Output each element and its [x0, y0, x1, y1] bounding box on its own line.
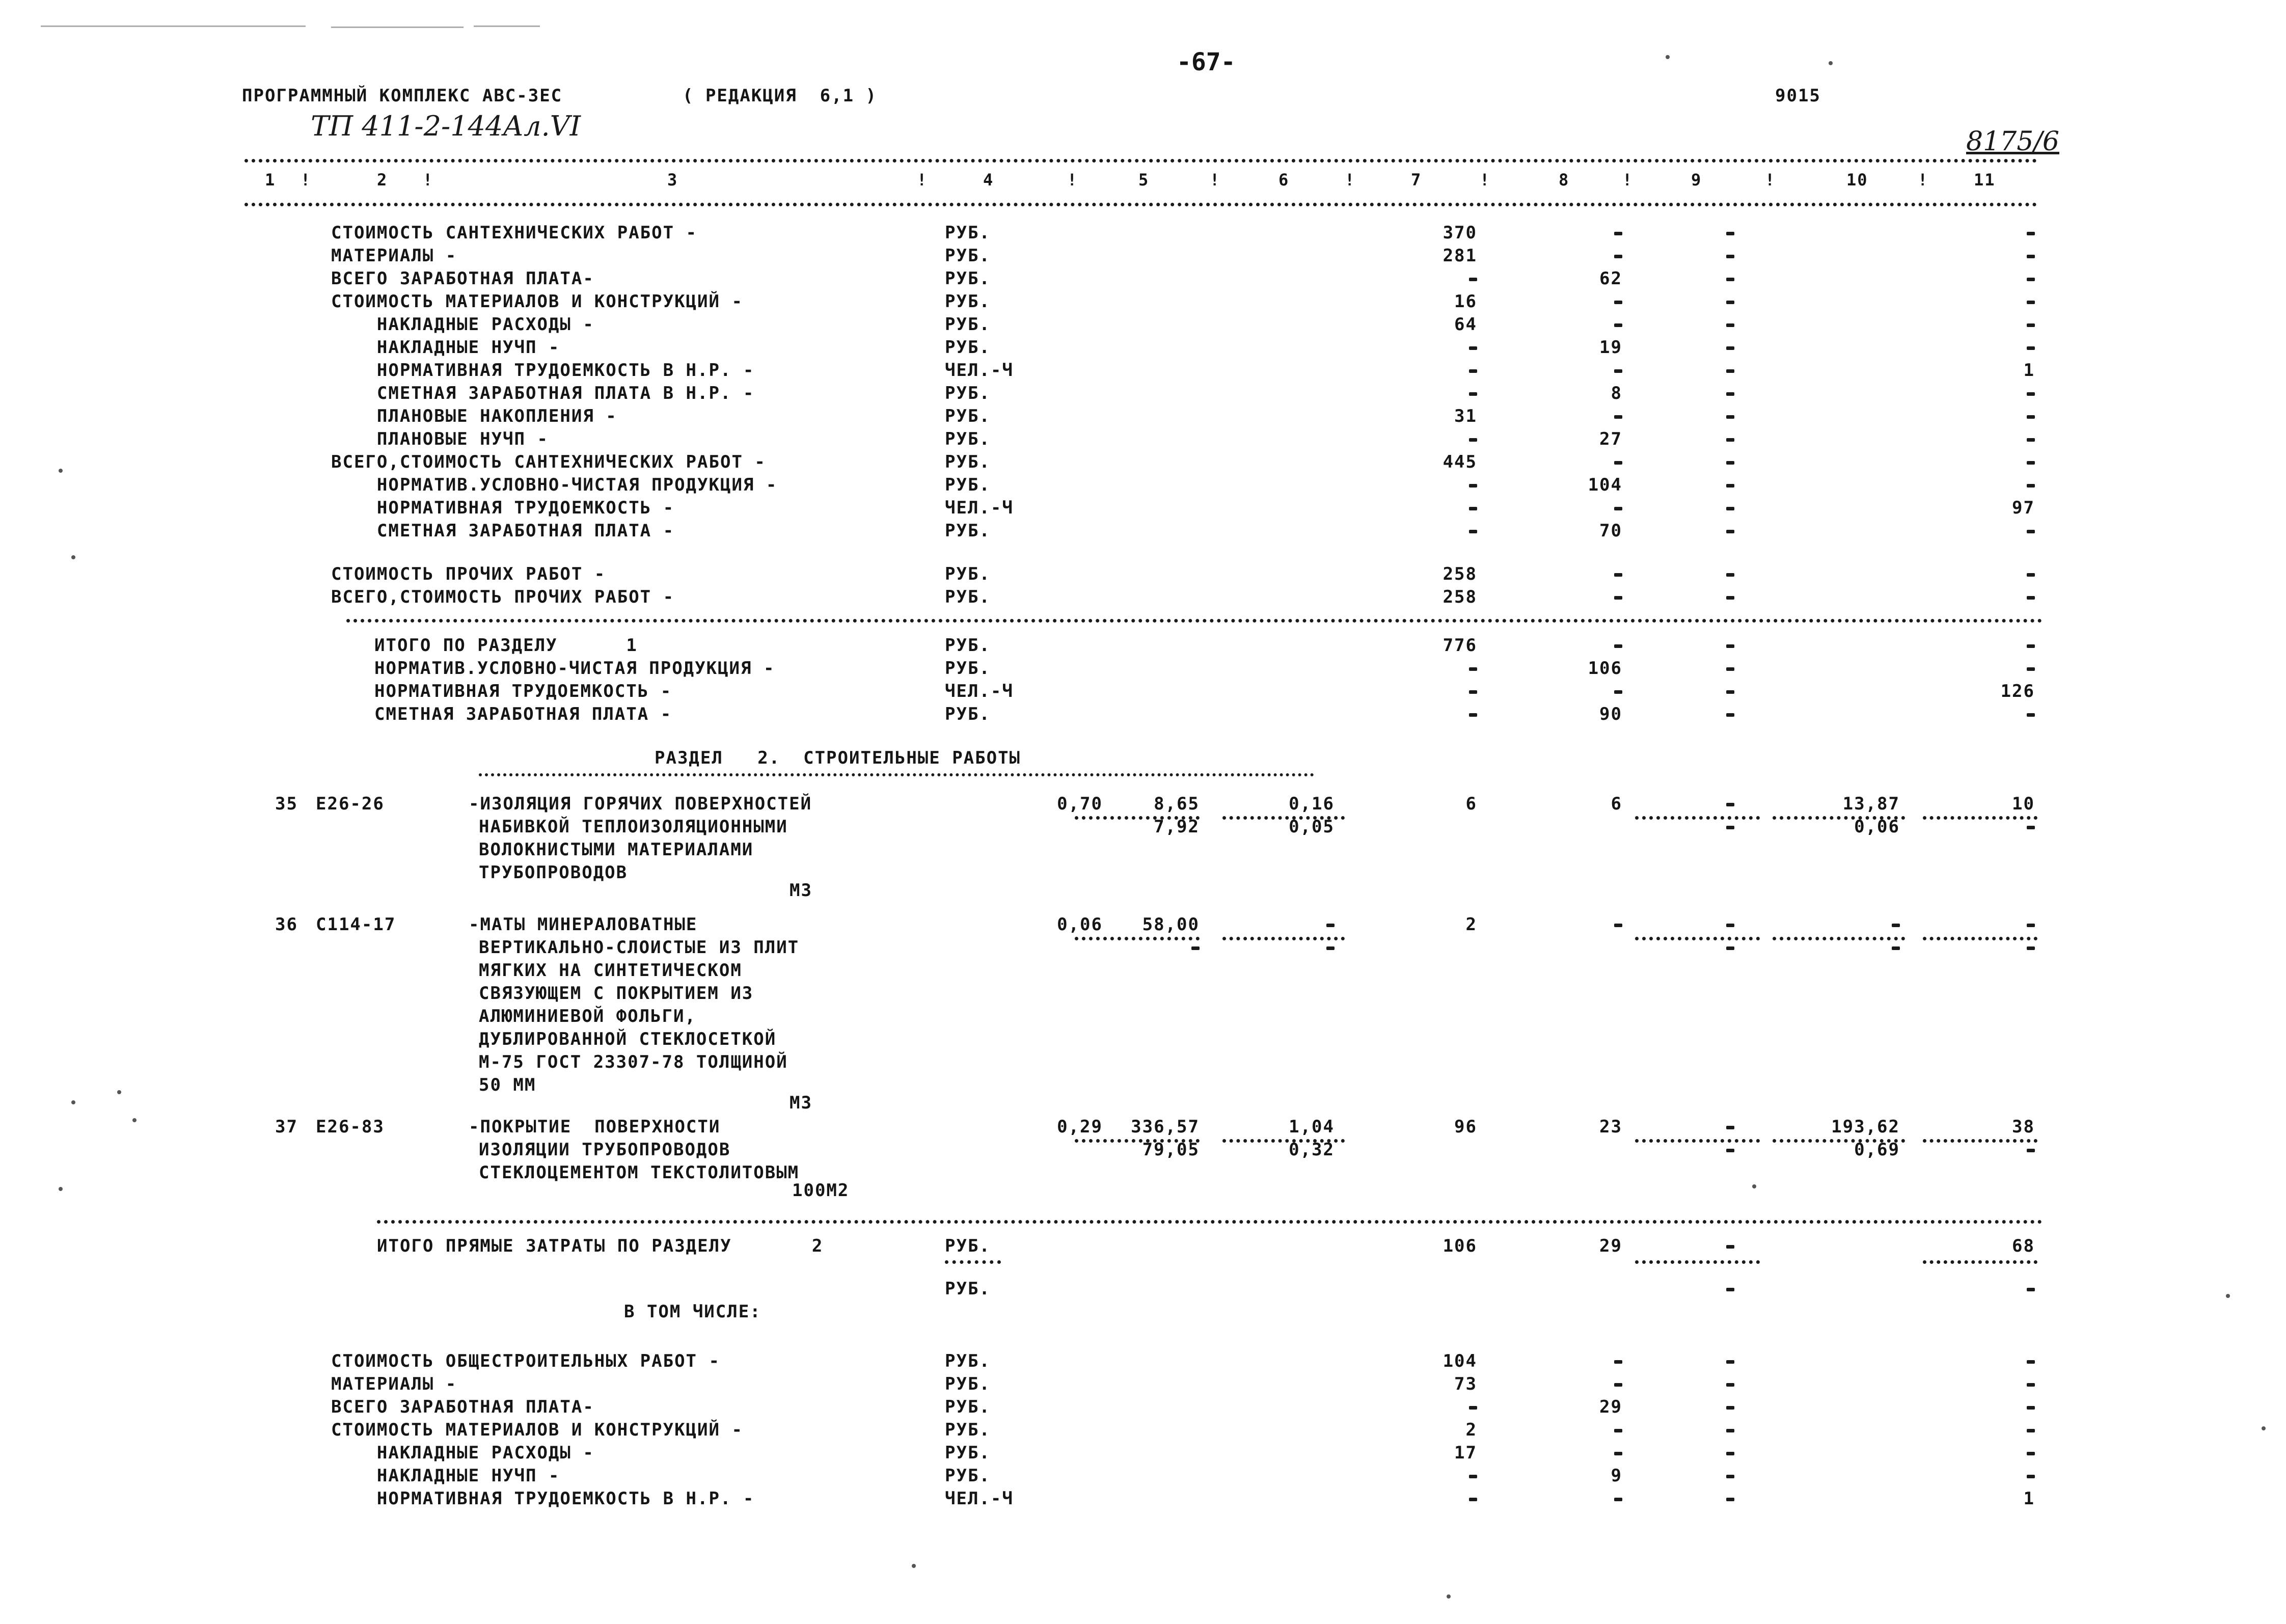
column-separator: ! — [1345, 170, 1356, 190]
sect2-row-col7: 2 — [1465, 1420, 1477, 1440]
sect1-total-row-name: СМЕТНАЯ ЗАРАБОТНАЯ ПЛАТА - — [374, 704, 672, 724]
item-col10: 13,87 — [1842, 794, 1900, 814]
sect1-row-col8: 62 — [1599, 268, 1622, 289]
sect1-row-unit: РУБ. — [945, 291, 991, 312]
sect1-row-unit: РУБ. — [945, 314, 991, 335]
item-description-line: СВЯЗУЮЩЕМ С ПОКРЫТИЕМ ИЗ — [479, 983, 754, 1004]
sect1-row-name: СМЕТНАЯ ЗАРАБОТНАЯ ПЛАТА - — [331, 521, 675, 541]
scan-speck — [132, 1118, 137, 1122]
item-unit-price-sub: 79,05 — [1142, 1140, 1200, 1160]
project-handwritten: ТП 411-2-144Ал.VI — [311, 110, 581, 142]
item-description-line: АЛЮМИНИЕВОЙ ФОЛЬГИ, — [479, 1006, 696, 1026]
scan-speck — [2226, 1294, 2230, 1298]
sect1-row-col8: 19 — [1599, 337, 1622, 358]
sect2-row-col8: 29 — [1599, 1397, 1622, 1417]
sect1-total-row-name: НОРМАТИВ.УСЛОВНО-ЧИСТАЯ ПРОДУКЦИЯ - — [374, 658, 775, 679]
sect1-row-unit: РУБ. — [945, 268, 991, 289]
sect1-row-name: СТОИМОСТЬ МАТЕРИАЛОВ И КОНСТРУКЦИЙ - — [331, 291, 743, 312]
sect1-row-unit: РУБ. — [945, 406, 991, 426]
item-unit: М3 — [790, 880, 812, 901]
sect1-row-col8: 70 — [1599, 521, 1622, 541]
direct-costs-subrule — [1923, 1260, 2037, 1264]
item-number: 36 — [275, 914, 298, 935]
direct-costs-name: ИТОГО ПРЯМЫЕ ЗАТРАТЫ ПО РАЗДЕЛУ 2 — [377, 1236, 824, 1256]
section2-title-underline — [479, 773, 1314, 776]
item-total-subrule — [1635, 937, 1760, 940]
sect2-row-name: СТОИМОСТЬ МАТЕРИАЛОВ И КОНСТРУКЦИЙ - — [331, 1420, 743, 1440]
direct-costs-col11: 68 — [2012, 1236, 2035, 1256]
sect1-row-name: НОРМАТИВНАЯ ТРУДОЕМКОСТЬ - — [331, 498, 675, 518]
item-number: 37 — [275, 1117, 298, 1137]
sect1-total-row-unit: РУБ. — [945, 635, 991, 656]
item-description-line: М-75 ГОСТ 23307-78 ТОЛЩИНОЙ — [479, 1052, 788, 1072]
sect1-other-row-unit: РУБ. — [945, 587, 991, 607]
direct-costs-unit-rule — [945, 1260, 1001, 1264]
sect2-row-name: НАКЛАДНЫЕ РАСХОДЫ - — [331, 1443, 594, 1463]
sect1-row-col7: 281 — [1443, 246, 1477, 266]
item-number: 35 — [275, 794, 298, 814]
item-total-subrule — [1773, 937, 1905, 940]
item-description-line: -МАТЫ МИНЕРАЛОВАТНЫЕ — [469, 914, 698, 935]
sect1-row-unit: РУБ. — [945, 246, 991, 266]
including-label: В ТОМ ЧИСЛЕ: — [624, 1302, 761, 1322]
sect2-row-unit: РУБ. — [945, 1443, 991, 1463]
item-total-cost: 6 — [1465, 794, 1477, 814]
sect1-row-unit: РУБ. — [945, 521, 991, 541]
sect1-other-row-col7: 258 — [1443, 587, 1477, 607]
sect1-other-row-unit: РУБ. — [945, 564, 991, 584]
sect1-total-row-unit: РУБ. — [945, 658, 991, 679]
column-separator: ! — [1067, 170, 1078, 190]
column-header-11: 11 — [1974, 170, 1996, 190]
sect1-other-row-name: СТОИМОСТЬ ПРОЧИХ РАБОТ - — [331, 564, 606, 584]
item-total-subrule — [1923, 1139, 2037, 1143]
item-description-line: -ПОКРЫТИЕ ПОВЕРХНОСТИ — [469, 1117, 721, 1137]
totals-rule — [346, 619, 2043, 622]
item-description-line: СТЕКЛОЦЕМЕНТОМ ТЕКСТОЛИТОВЫМ — [479, 1162, 800, 1183]
item-quantity: 0,70 — [1057, 794, 1103, 814]
sect1-row-name: ПЛАНОВЫЕ НУЧП - — [331, 429, 549, 449]
sect1-row-unit: РУБ. — [945, 223, 991, 243]
column-separator: ! — [423, 170, 434, 190]
direct-costs-unit-sub: РУБ. — [945, 1279, 991, 1299]
sect2-row-name: НАКЛАДНЫЕ НУЧП - — [331, 1466, 560, 1486]
item-col10-sub: 0,06 — [1854, 817, 1900, 837]
header-rule-bottom — [244, 203, 2037, 206]
sect1-row-unit: РУБ. — [945, 337, 991, 358]
sect1-row-name: НОРМАТИВНАЯ ТРУДОЕМКОСТЬ В Н.Р. - — [331, 360, 755, 381]
sect1-row-unit: РУБ. — [945, 475, 991, 495]
sect1-row-col8: 104 — [1588, 475, 1622, 495]
item-col11: 38 — [2012, 1117, 2035, 1137]
item-unit: М3 — [790, 1093, 812, 1113]
column-separator: ! — [1622, 170, 1634, 190]
column-header-2: 2 — [377, 170, 388, 190]
column-header-10: 10 — [1846, 170, 1868, 190]
sect2-row-unit: РУБ. — [945, 1351, 991, 1371]
item-total-subrule — [1923, 937, 2037, 940]
sect2-row-unit: РУБ. — [945, 1466, 991, 1486]
sect1-row-name: СТОИМОСТЬ САНТЕХНИЧЕСКИХ РАБОТ - — [331, 223, 698, 243]
scan-speck — [71, 555, 75, 559]
sect2-row-col7: 73 — [1454, 1374, 1477, 1394]
column-header-6: 6 — [1278, 170, 1290, 190]
item-description-line: ВОЛОКНИСТЫМИ МАТЕРИАЛАМИ — [479, 840, 754, 860]
scan-speck — [2262, 1426, 2266, 1430]
item-code: С114-17 — [316, 914, 396, 935]
column-header-3: 3 — [667, 170, 678, 190]
item-description-line: ДУБЛИРОВАННОЙ СТЕКЛОСЕТКОЙ — [479, 1029, 777, 1049]
direct-costs-col7: 106 — [1443, 1236, 1477, 1256]
sect2-row-col8: 9 — [1611, 1466, 1622, 1486]
document-code: 9015 — [1775, 86, 1821, 106]
column-header-8: 8 — [1559, 170, 1570, 190]
column-header-5: 5 — [1138, 170, 1150, 190]
item-code: Е26-26 — [316, 794, 385, 814]
item-description-line: НАБИВКОЙ ТЕПЛОИЗОЛЯЦИОННЫМИ — [479, 817, 788, 837]
item-wage-unit-sub: 0,05 — [1289, 817, 1335, 837]
sect1-total-row-unit: ЧЕЛ.-Ч — [945, 681, 1014, 701]
direct-costs-unit: РУБ. — [945, 1236, 991, 1256]
item-description-line: 50 ММ — [479, 1075, 536, 1095]
column-separator: ! — [1765, 170, 1776, 190]
item-col10: 193,62 — [1831, 1117, 1900, 1137]
column-separator: ! — [917, 170, 928, 190]
sect2-row-unit: ЧЕЛ.-Ч — [945, 1488, 1014, 1509]
column-separator: ! — [1210, 170, 1221, 190]
scan-speck — [117, 1090, 121, 1094]
scan-speck — [59, 1187, 63, 1191]
sect1-row-unit: РУБ. — [945, 452, 991, 472]
sect1-total-row-name: ИТОГО ПО РАЗДЕЛУ 1 — [374, 635, 638, 656]
sect1-row-col7: 64 — [1454, 314, 1477, 335]
item-description-line: ИЗОЛЯЦИИ ТРУБОПРОВОДОВ — [479, 1140, 731, 1160]
program-title: ПРОГРАММНЫЙ КОМПЛЕКС АВС-3ЕС — [242, 86, 563, 106]
scan-speck — [1829, 61, 1833, 65]
column-separator: ! — [1918, 170, 1929, 190]
sect1-total-row-unit: РУБ. — [945, 704, 991, 724]
scan-speck — [912, 1564, 916, 1568]
sect1-row-name: НОРМАТИВ.УСЛОВНО-ЧИСТАЯ ПРОДУКЦИЯ - — [331, 475, 778, 495]
sect1-row-col8: 27 — [1599, 429, 1622, 449]
sect1-row-col11: 1 — [2023, 360, 2035, 381]
scan-speck — [71, 1100, 75, 1104]
item-total-subrule — [1923, 816, 2037, 820]
sect1-row-unit: РУБ. — [945, 383, 991, 403]
item-wage-unit-sub: 0,32 — [1289, 1140, 1335, 1160]
sect1-row-name: СМЕТНАЯ ЗАРАБОТНАЯ ПЛАТА В Н.Р. - — [331, 383, 755, 403]
column-header-7: 7 — [1411, 170, 1422, 190]
sect1-total-row-col7: 776 — [1443, 635, 1477, 656]
scan-speck — [1666, 55, 1670, 59]
column-header-4: 4 — [983, 170, 994, 190]
scan-line — [474, 25, 540, 27]
direct-costs-rule — [377, 1220, 2043, 1224]
item-total-wage: 23 — [1599, 1117, 1622, 1137]
item-total-subrule — [1635, 816, 1760, 820]
sect1-total-row-col8: 106 — [1588, 658, 1622, 679]
scan-speck — [59, 469, 63, 473]
sect1-row-col11: 97 — [2012, 498, 2035, 518]
sect1-row-col7: 31 — [1454, 406, 1477, 426]
item-unit-price: 58,00 — [1142, 914, 1200, 935]
item-description-line: ТРУБОПРОВОДОВ — [479, 862, 628, 883]
column-header-1: 1 — [265, 170, 276, 190]
item-wage-unit: 0,16 — [1289, 794, 1335, 814]
scan-line — [331, 26, 464, 28]
sect1-row-name: ВСЕГО ЗАРАБОТНАЯ ПЛАТА- — [331, 268, 594, 289]
item-unit: 100М2 — [792, 1180, 850, 1201]
item-total-cost: 2 — [1465, 914, 1477, 935]
item-quantity: 0,29 — [1057, 1117, 1103, 1137]
item-quantity: 0,06 — [1057, 914, 1103, 935]
sect2-row-unit: РУБ. — [945, 1397, 991, 1417]
header-rule-top — [244, 159, 2037, 163]
sect1-total-row-name: НОРМАТИВНАЯ ТРУДОЕМКОСТЬ - — [374, 681, 672, 701]
item-description-line: -ИЗОЛЯЦИЯ ГОРЯЧИХ ПОВЕРХНОСТЕЙ — [469, 794, 812, 814]
sect1-row-name: ПЛАНОВЫЕ НАКОПЛЕНИЯ - — [331, 406, 617, 426]
item-description-line: МЯГКИХ НА СИНТЕТИЧЕСКОМ — [479, 960, 742, 981]
sect1-row-unit: ЧЕЛ.-Ч — [945, 360, 1014, 381]
sect1-row-name: НАКЛАДНЫЕ НУЧП - — [331, 337, 560, 358]
sect1-row-col7: 16 — [1454, 291, 1477, 312]
direct-costs-subrule — [1635, 1260, 1760, 1264]
sect2-row-name: МАТЕРИАЛЫ - — [331, 1374, 457, 1394]
sect2-row-name: СТОИМОСТЬ ОБЩЕСТРОИТЕЛЬНЫХ РАБОТ - — [331, 1351, 720, 1371]
column-separator: ! — [301, 170, 312, 190]
sect1-other-row-col7: 258 — [1443, 564, 1477, 584]
item-unit-price-sub: 7,92 — [1154, 817, 1200, 837]
item-unit-price: 8,65 — [1154, 794, 1200, 814]
item-total-wage: 6 — [1611, 794, 1622, 814]
scan-speck — [1447, 1594, 1451, 1599]
sheet-handwritten: 8175/6 — [1966, 126, 2059, 157]
sect1-row-name: ВСЕГО,СТОИМОСТЬ САНТЕХНИЧЕСКИХ РАБОТ - — [331, 452, 766, 472]
item-col11: 10 — [2012, 794, 2035, 814]
scan-speck — [1752, 1184, 1756, 1188]
sect1-row-name: НАКЛАДНЫЕ РАСХОДЫ - — [331, 314, 594, 335]
sect1-total-row-col8: 90 — [1599, 704, 1622, 724]
item-wage-unit: 1,04 — [1289, 1117, 1335, 1137]
program-edition: ( РЕДАКЦИЯ 6,1 ) — [683, 86, 877, 106]
sect2-row-col7: 104 — [1443, 1351, 1477, 1371]
item-description-line: ВЕРТИКАЛЬНО-СЛОИСТЫЕ ИЗ ПЛИТ — [479, 937, 800, 958]
sect2-row-unit: РУБ. — [945, 1374, 991, 1394]
sect1-other-row-name: ВСЕГО,СТОИМОСТЬ ПРОЧИХ РАБОТ - — [331, 587, 675, 607]
column-header-9: 9 — [1691, 170, 1702, 190]
item-code: Е26-83 — [316, 1117, 385, 1137]
scan-line — [41, 25, 306, 27]
section2-title: РАЗДЕЛ 2. СТРОИТЕЛЬНЫЕ РАБОТЫ — [655, 748, 1021, 768]
direct-costs-col8: 29 — [1599, 1236, 1622, 1256]
sect1-row-unit: РУБ. — [945, 429, 991, 449]
sect1-row-unit: ЧЕЛ.-Ч — [945, 498, 1014, 518]
page-number: -67- — [1177, 48, 1236, 76]
sect2-row-col11: 1 — [2023, 1488, 2035, 1509]
column-separator: ! — [1480, 170, 1491, 190]
sect1-row-col7: 370 — [1443, 223, 1477, 243]
sect2-row-col7: 17 — [1454, 1443, 1477, 1463]
sect2-row-name: ВСЕГО ЗАРАБОТНАЯ ПЛАТА- — [331, 1397, 594, 1417]
item-col10-sub: 0,69 — [1854, 1140, 1900, 1160]
sect1-row-col8: 8 — [1611, 383, 1622, 403]
item-total-cost: 96 — [1454, 1117, 1477, 1137]
sect1-row-col7: 445 — [1443, 452, 1477, 472]
sect1-row-name: МАТЕРИАЛЫ - — [331, 246, 457, 266]
sect2-row-unit: РУБ. — [945, 1420, 991, 1440]
sect1-total-row-col11: 126 — [2000, 681, 2035, 701]
sect2-row-name: НОРМАТИВНАЯ ТРУДОЕМКОСТЬ В Н.Р. - — [331, 1488, 755, 1509]
item-total-subrule — [1635, 1139, 1760, 1143]
item-price-subrule — [1075, 937, 1200, 940]
item-unit-price: 336,57 — [1131, 1117, 1200, 1137]
